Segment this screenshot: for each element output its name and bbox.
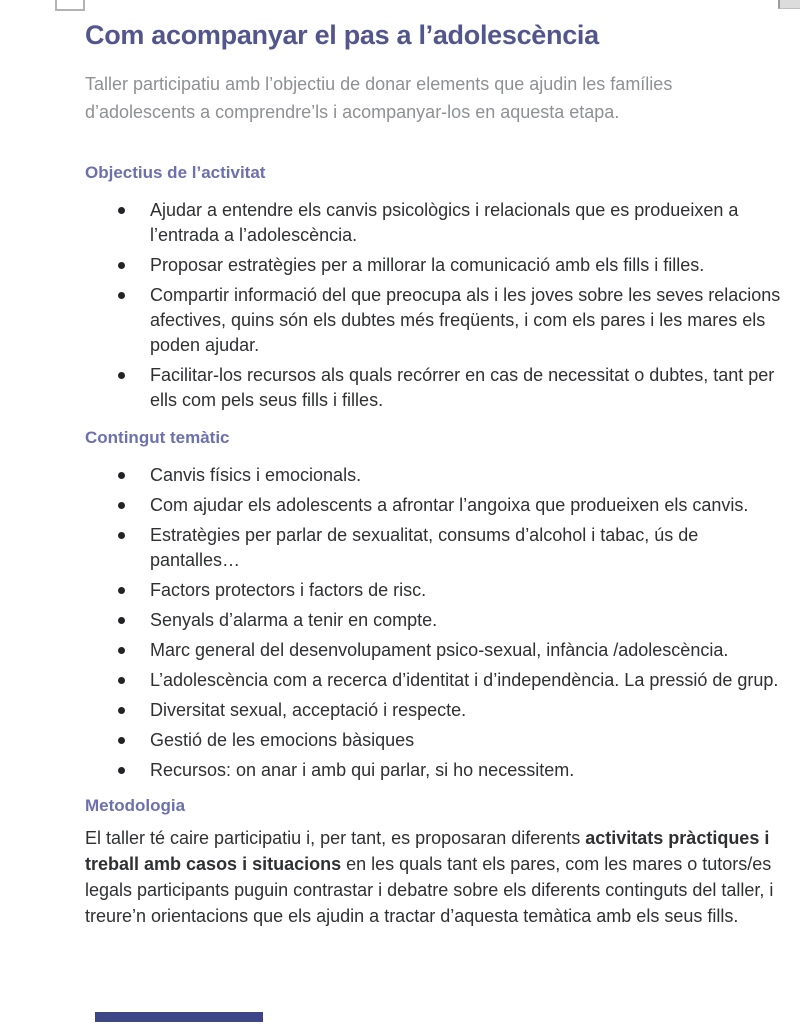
bullet-dot-icon (118, 647, 125, 654)
bullet-dot-icon (118, 707, 125, 714)
bullet-item (118, 578, 786, 603)
bullet-item (118, 493, 786, 518)
text-run: El taller té caire participatiu i, per tant, es proposaran diferents (85, 828, 586, 848)
bullet-dot-icon (118, 472, 125, 479)
text-run: en les quals tant els pares, com les mares o tutors/es legals participants puguin contrastar i debatre sobre els diferents continguts del taller, i treure’n orientacions que els ajudin a tractar d’aquesta temàtica amb els seus fills. (85, 854, 774, 926)
bullet-dot-icon (118, 292, 125, 299)
bullet-text: Diversitat sexual, acceptació i respecte. (150, 700, 467, 720)
bullet-dot-icon (118, 532, 125, 539)
bullet-dot-icon (118, 737, 125, 744)
section-heading-objectius: Objectius de l’activitat (85, 163, 266, 182)
section-contingut (85, 427, 786, 783)
objectius-bullet-list (85, 198, 786, 413)
cropped-table-edge-top-right-icon (778, 0, 800, 9)
section-metodologia (85, 795, 786, 929)
bullet-text: Ajudar a entendre els canvis psicològics i relacionals que es produeixen a l’entrada a l’adolescència. (150, 200, 739, 245)
bullet-item (118, 523, 786, 573)
cropped-table-edge-top-left-icon (55, 0, 85, 11)
bullet-text: Compartir informació del que preocupa als i les joves sobre les seves relacions afectives, quins són els dubtes més freqüents, i com els pares i les mares els poden ajudar. (150, 285, 781, 355)
bullet-dot-icon (118, 587, 125, 594)
bullet-item (118, 608, 786, 633)
bullet-dot-icon (118, 767, 125, 774)
bullet-text: Marc general del desenvolupament psico-sexual, infància /adolescència. (150, 640, 729, 660)
contingut-bullet-list (85, 463, 786, 783)
bullet-item (118, 638, 786, 663)
bullet-text: Canvis físics i emocionals. (150, 465, 362, 485)
metodologia-paragraph (85, 825, 780, 929)
bullet-dot-icon (118, 262, 125, 269)
bullet-item (118, 363, 786, 413)
intro-paragraph: Taller participatiu amb l’objectiu de donar elements que ajudin les famílies d’adolescents a comprendre’ls i acompanyar-los en aquesta etapa. (85, 74, 673, 122)
bullet-item (118, 668, 786, 693)
bold-text-run: activitats pràctiques i treball amb casos i situacions (85, 828, 770, 874)
bullet-item (118, 728, 786, 753)
bullet-text: Factors protectors i factors de risc. (150, 580, 427, 600)
bullet-dot-icon (118, 677, 125, 684)
bullet-item (118, 758, 786, 783)
bullet-dot-icon (118, 502, 125, 509)
cutoff-navy-bar (95, 1012, 263, 1022)
bullet-item (118, 283, 786, 358)
page-title: Com acompanyar el pas a l’adolescència (85, 20, 599, 50)
bullet-text: Senyals d’alarma a tenir en compte. (150, 610, 438, 630)
bullet-item (118, 463, 786, 488)
bullet-item (118, 698, 786, 723)
section-heading-metodologia: Metodologia (85, 796, 186, 815)
section-objectius (85, 162, 786, 413)
bullet-text: Gestió de les emocions bàsiques (150, 730, 415, 750)
bullet-dot-icon (118, 617, 125, 624)
bullet-item (118, 253, 786, 278)
bullet-dot-icon (118, 207, 125, 214)
bullet-text: Proposar estratègies per a millorar la comunicació amb els fills i filles. (150, 255, 705, 275)
bullet-text: Recursos: on anar i amb qui parlar, si ho necessitem. (150, 760, 575, 780)
bullet-text: Com ajudar els adolescents a afrontar l’angoixa que produeixen els canvis. (150, 495, 749, 515)
bullet-text: L’adolescència com a recerca d’identitat i d’independència. La pressió de grup. (150, 670, 779, 690)
bullet-text: Estratègies per parlar de sexualitat, consums d’alcohol i tabac, ús de pantalles… (150, 525, 699, 570)
bullet-item (118, 198, 786, 248)
bullet-text: Facilitar-los recursos als quals recórrer en cas de necessitat o dubtes, tant per ells com pels seus fills i filles. (150, 365, 775, 410)
bullet-dot-icon (118, 372, 125, 379)
section-heading-contingut: Contingut temàtic (85, 428, 230, 447)
